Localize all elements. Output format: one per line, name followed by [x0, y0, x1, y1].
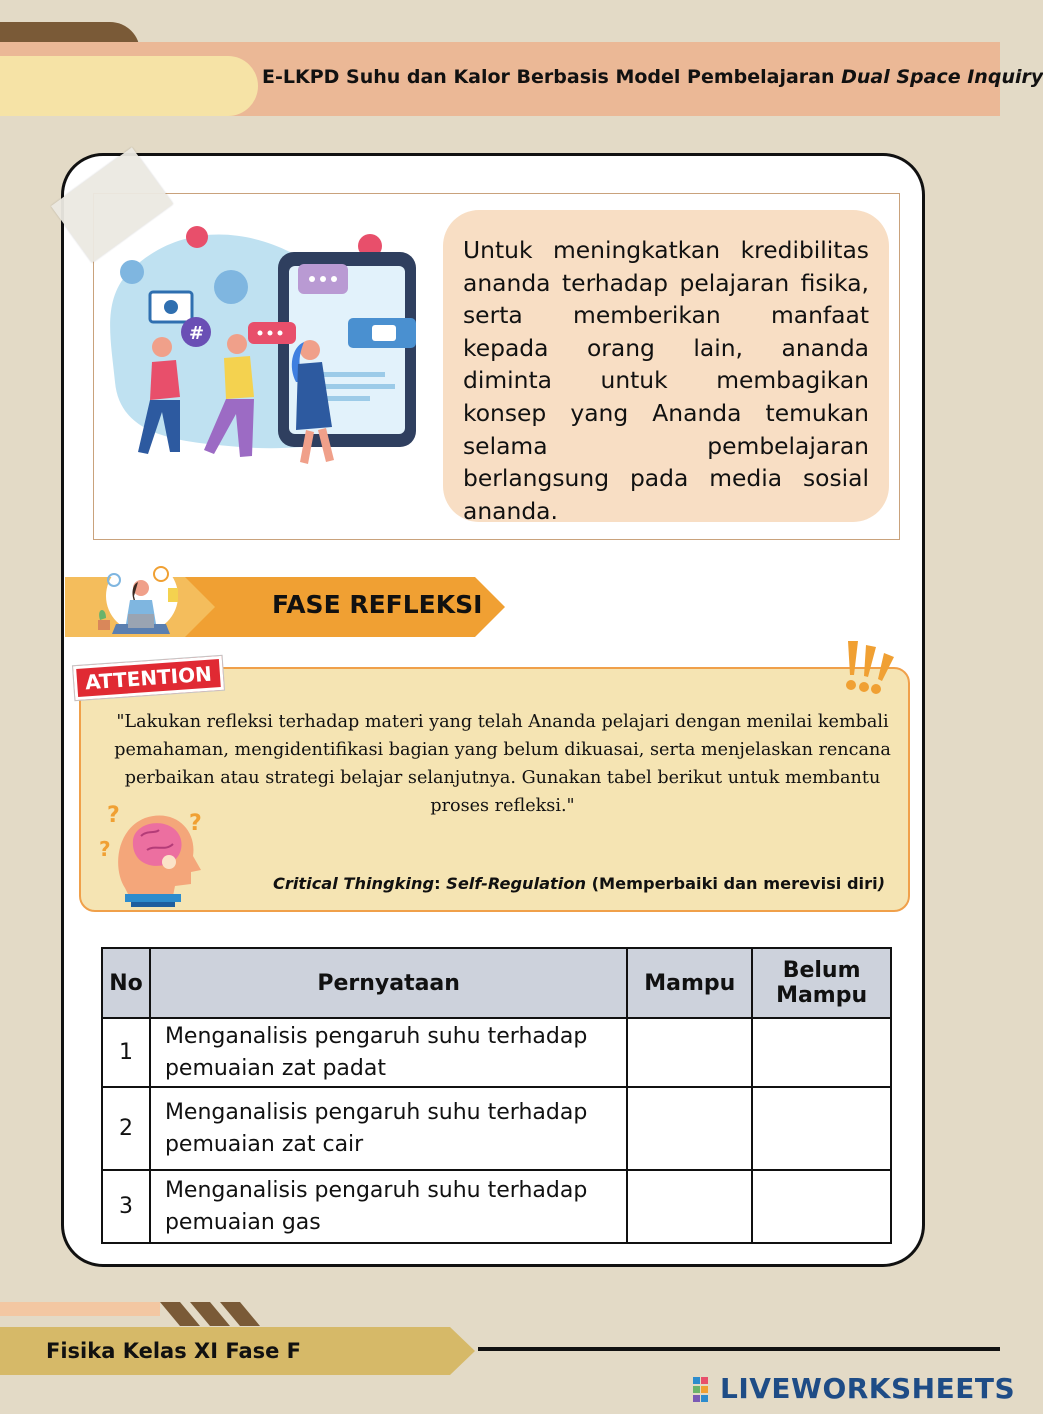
document-title-italic: Dual Space Inquiry [841, 66, 1043, 88]
row-not-able-cell[interactable] [752, 1018, 891, 1087]
header-not-able: Belum Mampu [752, 948, 891, 1018]
phase-title: FASE REFLEKSI [272, 590, 483, 619]
svg-text:#: # [189, 323, 205, 344]
row-statement: Menganalisis pengaruh suhu terhadap pemuaian zat cair [150, 1087, 627, 1170]
social-media-illustration [100, 222, 430, 477]
document-title [262, 66, 1043, 88]
footer-subskill: Self-Regulation [446, 874, 586, 893]
attention-footer [273, 874, 885, 893]
table-row [102, 1170, 891, 1243]
attention-badge: ATTENTION [73, 656, 224, 700]
row-not-able-cell[interactable] [752, 1087, 891, 1170]
row-able-cell[interactable] [627, 1018, 752, 1087]
table-header-row [102, 948, 891, 1018]
intro-text: Untuk meningkatkan kredibilitas ananda terhadap pelajaran fisika, serta memberikan manfaat kepada orang lain, ananda diminta untuk membagikan konsep yang Ananda temukan selama pembelajaran berlangsung pada media sosial ananda. [463, 236, 869, 525]
exclamation-icon [838, 635, 898, 695]
attention-text: "Lakukan refleksi terhadap materi yang telah Ananda pelajari dengan menilai kembali pemahaman, mengidentifikasi bagian yang belum dikuasai, serta menjelaskan rencana perbaikan atau strategi belajar selanjutnya. Gunakan tabel berikut untuk membantu proses refleksi." [114, 712, 891, 816]
footer-subject: Fisika Kelas XI Fase F [46, 1339, 302, 1363]
header-statement: Pernyataan [150, 948, 627, 1018]
document-title-main: E-LKPD Suhu dan Kalor Berbasis Model Pembelajaran [262, 66, 842, 88]
footer-stripes [160, 1302, 270, 1326]
row-able-cell[interactable] [627, 1170, 752, 1243]
row-not-able-cell[interactable] [752, 1170, 891, 1243]
row-number: 2 [102, 1087, 150, 1170]
row-number: 3 [102, 1170, 150, 1243]
reflection-table [101, 947, 892, 1244]
row-number: 1 [102, 1018, 150, 1087]
liveworksheets-brand[interactable]: LIVEWORKSHEETS [720, 1372, 1016, 1405]
row-able-cell[interactable] [627, 1087, 752, 1170]
thinking-head-icon [95, 800, 210, 908]
footer-close-paren: ) [877, 874, 886, 893]
table-row [102, 1087, 891, 1170]
svg-text:?: ? [99, 837, 111, 861]
table-row [102, 1018, 891, 1087]
header-no: No [102, 948, 150, 1018]
footer-description: (Memperbaiki dan merevisi diri [586, 874, 878, 893]
header-accent-yellow [0, 56, 258, 116]
multitask-person-icon [86, 558, 194, 644]
row-statement: Menganalisis pengaruh suhu terhadap pemuaian gas [150, 1170, 627, 1243]
footer-accent-peach [0, 1302, 160, 1316]
row-statement: Menganalisis pengaruh suhu terhadap pemuaian zat padat [150, 1018, 627, 1087]
footer-skill: Critical Thingking [273, 874, 435, 893]
footer-colon: : [434, 874, 447, 893]
svg-text:?: ? [189, 811, 202, 836]
footer-rule [478, 1347, 1000, 1351]
header-able: Mampu [627, 948, 752, 1018]
svg-text:?: ? [107, 803, 120, 828]
liveworksheets-logo-icon [693, 1377, 717, 1403]
